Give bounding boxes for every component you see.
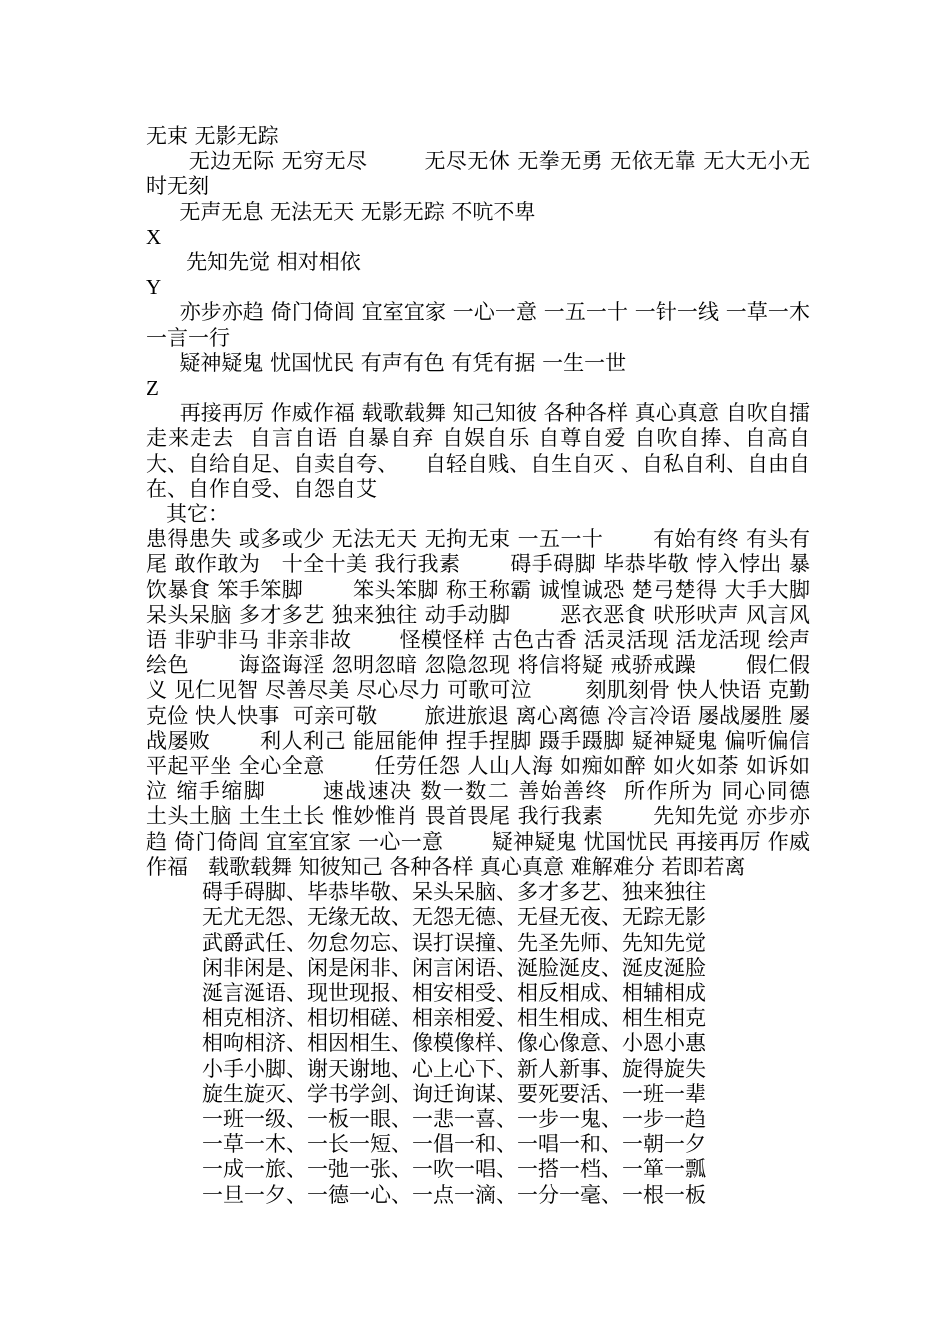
paragraph: 再接再厉 作威作福 载歌载舞 知己知彼 各种各样 真心真意 自吹自擂 走来走去 自言自语 自暴自弃 自娱自乐 自尊自爱 自吹自捧、自高自大、自给自足、自卖自夸、 自轻自贱、自生自灭 、自私自利、自由自在、自作自受、自怨自艾: [146, 401, 817, 501]
list-line: 相呴相济、相因相生、像模像样、像心像意、小恩小惠: [202, 1031, 706, 1056]
list-line: 涎言涎语、现世现报、相安相受、相反相成、相辅相成: [202, 980, 706, 1005]
idiom-list: [146, 880, 810, 1208]
paragraph: 无束 无影无踪: [146, 124, 279, 148]
section-heading-other: 其它：: [146, 502, 230, 527]
paragraph: 无声无息 无法无天 无影无踪 不吭不卑: [146, 199, 536, 224]
list-line: 旋生旋灭、学书学剑、询迁询谋、要死要活、一班一辈: [202, 1081, 706, 1106]
paragraph: 先知先觉 相对相依: [146, 250, 361, 275]
list-line: 一班一级、一板一眼、一悲一喜、一步一鬼、一步一趋: [202, 1106, 706, 1131]
paragraph: 亦步亦趋 倚门倚闾 宜室宜家 一心一意 一五一十 一针一线 一草一木 一言一行: [146, 300, 817, 350]
section-letter-y: Y: [146, 275, 162, 300]
document-body: [146, 124, 857, 1208]
list-line: 碍手碍脚、毕恭毕敬、呆头呆脑、多才多艺、独来独往: [202, 880, 706, 905]
section-letter-z: Z: [146, 376, 159, 401]
paragraph: 疑神疑鬼 忧国忧民 有声有色 有凭有据 一生一世: [146, 350, 627, 375]
list-line: 一成一旅、一弛一张、一吹一唱、一搭一档、一箪一瓢: [202, 1157, 706, 1182]
list-line: 小手小脚、谢天谢地、心上心下、新人新事、旋得旋失: [202, 1056, 706, 1081]
list-line: 武爵武任、勿怠勿忘、误打误撞、先圣先师、先知先觉: [202, 930, 706, 955]
paragraph: 患得患失 或多或少 无法无天 无拘无束 一五一十 有始有终 有头有尾 敢作敢为 十全十美 我行我素 碍手碍脚 毕恭毕敬 悖入悖出 暴饮暴食 笨手笨脚 笨头笨脚 称王称霸 诚惶诚恐 楚弓楚得 大手大脚 呆头呆脑 多才多艺 独来独往 动手动脚 恶衣恶食 吠形吠声 风言风语 非驴非马 非亲非故 怪模怪样 古色古香 活灵活现 活龙活现 绘声绘色 诲盗诲淫 忽明忽暗 忽隐忽现 将信将疑 戒骄戒躁 假仁假义 见仁见智 尽善尽美 尽心尽力 可歌可泣 刻肌刻骨 快人快语 克勤克俭 快人快事 可亲可敬 旅进旅退 离心离德 冷言冷语 屡战屡胜 屡战屡败 利人利己 能屈能伸 捏手捏脚 蹑手蹑脚 疑神疑鬼 偏听偏信 平起平坐 全心全意 任劳任怨 人山人海 如痴如醉 如火如荼 如诉如泣 缩手缩脚 速战速决 数一数二 善始善终 所作所为 同心同德 土头土脑 土生土长 惟妙惟肖 畏首畏尾 我行我素 先知先觉 亦步亦趋 倚门倚闾 宜室宜家 一心一意 疑神疑鬼 忧国忧民 再接再厉 作威作福 载歌载舞 知彼知己 各种各样 真心真意 难解难分 若即若离: [146, 527, 857, 879]
list-line: 无尤无怨、无缘无故、无怨无德、无昼无夜、无踪无影: [202, 905, 706, 930]
list-line: 一旦一夕、一德一心、一点一滴、一分一毫、一根一板: [202, 1182, 706, 1207]
list-line: 相克相济、相切相磋、相亲相爱、相生相成、相生相克: [202, 1006, 706, 1031]
list-line: 闲非闲是、闲是闲非、闲言闲语、涎脸涎皮、涎皮涎脸: [202, 955, 706, 980]
list-line: 一草一木、一长一短、一倡一和、一唱一和、一朝一夕: [202, 1132, 706, 1157]
paragraph: 无边无际 无穷无尽 无尽无休 无拳无勇 无依无靠 无大无小无时无刻: [146, 149, 810, 199]
section-letter-x: X: [146, 224, 162, 249]
